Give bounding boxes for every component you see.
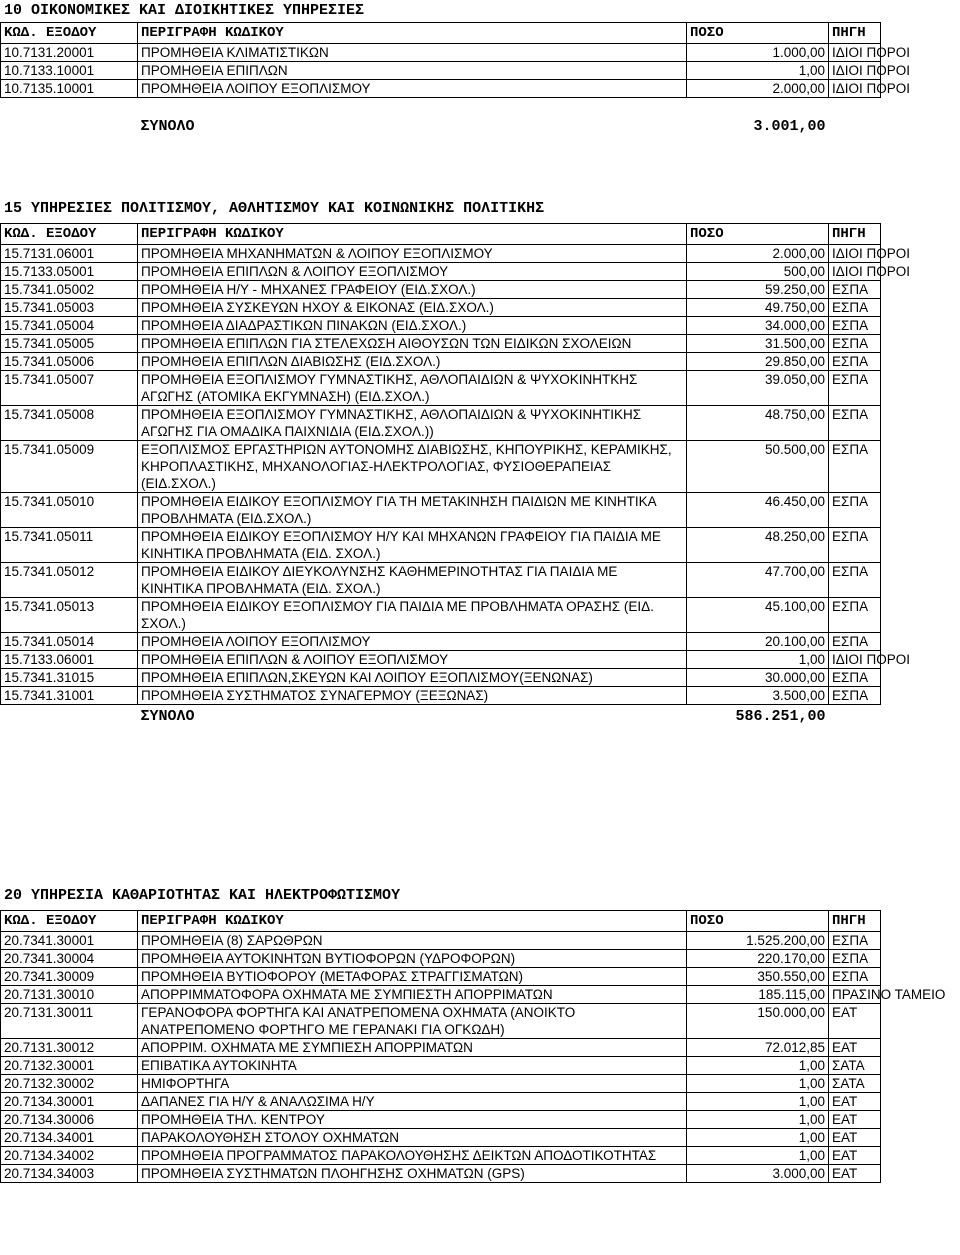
- section-title: 10 ΟΙΚΟΝΟΜΙΚΕΣ ΚΑΙ ΔΙΟΙΚΗΤΙΚΕΣ ΥΠΗΡΕΣΙΕΣ: [4, 2, 365, 19]
- header-description: ΠΕΡΙΓΡΑΦΗ ΚΩΔΙΚΟΥ: [138, 224, 687, 245]
- table-header-row: [1, 224, 881, 245]
- cell-source: ΕΑΤ: [829, 1147, 881, 1165]
- cell-code: 20.7341.30001: [1, 932, 138, 950]
- cell-amount: 1,00: [687, 1057, 829, 1075]
- cell-source: ΕΣΠΑ: [829, 353, 881, 371]
- cell-code: 20.7134.34002: [1, 1147, 138, 1165]
- table-row: [1, 1111, 881, 1129]
- cell-description: ΠΡΟΜΗΘΕΙΑ ΑΥΤΟΚΙΝΗΤΩΝ ΒΥΤΙΟΦΟΡΩΝ (ΥΔΡΟΦΟΡΩΝ): [138, 950, 687, 968]
- cell-amount: 59.250,00: [687, 281, 829, 299]
- cell-description: ΓΕΡΑΝΟΦΟΡΑ ΦΟΡΤΗΓΑ ΚΑΙ ΑΝΑΤΡΕΠΟΜΕΝΑ ΟΧΗΜΑΤΑ (ΑΝΟΙΚΤΟ ΑΝΑΤΡΕΠΟΜΕΝΟ ΦΟΡΤΗΓΟ ΜΕ ΓΕΡΑΝΑΚΙ ΓΙΑ ΟΓΚΩΔΗ): [138, 1004, 687, 1039]
- cell-amount: 2.000,00: [687, 245, 829, 263]
- cell-description: ΠΡΟΜΗΘΕΙΑ ΕΠΙΠΛΩΝ & ΛΟΙΠΟΥ ΕΞΟΠΛΙΣΜΟΥ: [138, 651, 687, 669]
- cell-description: ΠΡΟΜΗΘΕΙΑ ΣΥΣΚΕΥΩΝ ΗΧΟΥ & ΕΙΚΟΝΑΣ (ΕΙΔ.ΣΧΟΛ.): [138, 299, 687, 317]
- cell-source: ΙΔΙΟΙ ΠΟΡΟΙ: [829, 651, 881, 669]
- cell-description: ΠΡΟΜΗΘΕΙΑ ΛΟΙΠΟΥ ΕΞΟΠΛΙΣΜΟΥ: [138, 633, 687, 651]
- cell-amount: 1,00: [687, 1111, 829, 1129]
- cell-code: 20.7132.30002: [1, 1075, 138, 1093]
- cell-code: 10.7133.10001: [1, 62, 138, 80]
- header-code: ΚΩΔ. ΕΞΟΔΟΥ: [1, 23, 138, 44]
- table-row: [1, 528, 881, 563]
- cell-source: ΙΔΙΟΙ ΠΟΡΟΙ: [829, 245, 881, 263]
- cell-source: ΕΑΤ: [829, 1129, 881, 1147]
- cell-source: ΕΣΠΑ: [829, 950, 881, 968]
- header-code: ΚΩΔ. ΕΞΟΔΟΥ: [1, 911, 138, 932]
- cell-amount: 48.750,00: [687, 406, 829, 441]
- cell-amount: 2.000,00: [687, 80, 829, 98]
- cell-description: ΠΡΟΜΗΘΕΙΑ ΕΠΙΠΛΩΝ ΓΙΑ ΣΤΕΛΕΧΩΣΗ ΑΙΘΟΥΣΩΝ ΤΩΝ ΕΙΔΙΚΩΝ ΣΧΟΛΕΙΩΝ: [138, 335, 687, 353]
- table-row: [1, 245, 881, 263]
- header-source: ΠΗΓΗ: [829, 23, 881, 44]
- expense-table: [0, 22, 911, 139]
- cell-amount: 1.525.200,00: [687, 932, 829, 950]
- cell-description: ΠΡΟΜΗΘΕΙΑ ΕΞΟΠΛΙΣΜΟΥ ΓΥΜΝΑΣΤΙΚΗΣ, ΑΘΛΟΠΑΙΔΙΩΝ & ΨΥΧΟΚΙΝΗΤΚΗΣ ΑΓΩΓΗΣ (ΑΤΟΜΙΚΑ ΕΚΓΥΜΝΑΣΗ) (ΕΙΔ.ΣΧΟΛ.): [138, 371, 687, 406]
- cell-source: ΕΑΤ: [829, 1039, 881, 1057]
- cell-amount: 50.500,00: [687, 441, 829, 493]
- cell-description: ΠΡΟΜΗΘΕΙΑ ΚΛΙΜΑΤΙΣΤΙΚΩΝ: [138, 44, 687, 62]
- table-row: [1, 950, 881, 968]
- cell-code: 15.7341.05003: [1, 299, 138, 317]
- cell-code: 15.7341.05014: [1, 633, 138, 651]
- header-source: ΠΗΓΗ: [829, 224, 881, 245]
- cell-source: ΙΔΙΟΙ ΠΟΡΟΙ: [829, 80, 881, 98]
- cell-code: 20.7134.34001: [1, 1129, 138, 1147]
- cell-source: ΕΣΠΑ: [829, 687, 881, 705]
- cell-description: ΠΡΟΜΗΘΕΙΑ ΕΠΙΠΛΩΝ: [138, 62, 687, 80]
- cell-amount: 29.850,00: [687, 353, 829, 371]
- cell-source: ΠΡΑΣΙΝΟ ΤΑΜΕΙΟ: [829, 986, 881, 1004]
- cell-source: ΙΔΙΟΙ ΠΟΡΟΙ: [829, 263, 881, 281]
- header-amount: ΠΟΣΟ: [687, 911, 829, 932]
- cell-description: ΠΡΟΜΗΘΕΙΑ ΕΙΔΙΚΟΥ ΕΞΟΠΛΙΣΜΟΥ ΓΙΑ ΠΑΙΔΙΑ ΜΕ ΠΡΟΒΛΗΜΑΤΑ ΟΡΑΣΗΣ (ΕΙΔ. ΣΧΟΛ.): [138, 598, 687, 633]
- cell-code: 15.7131.06001: [1, 245, 138, 263]
- cell-code: 15.7341.05006: [1, 353, 138, 371]
- cell-source: ΕΣΠΑ: [829, 317, 881, 335]
- table-row: [1, 263, 881, 281]
- cell-description: ΠΡΟΜΗΘΕΙΑ ΕΙΔΙΚΟΥ ΕΞΟΠΛΙΣΜΟΥ Η/Υ ΚΑΙ ΜΗΧΑΝΩΝ ΓΡΑΦΕΙΟΥ ΓΙΑ ΠΑΙΔΙΑ ΜΕ ΚΙΝΗΤΙΚΑ ΠΡΟΒΛΗΜΑΤΑ (ΕΙΔ. ΣΧΟΛ.): [138, 528, 687, 563]
- table-row: [1, 335, 881, 353]
- cell-amount: 46.450,00: [687, 493, 829, 528]
- cell-source: ΕΑΤ: [829, 1111, 881, 1129]
- cell-amount: 34.000,00: [687, 317, 829, 335]
- cell-code: 15.7133.06001: [1, 651, 138, 669]
- cell-description: ΠΡΟΜΗΘΕΙΑ ΒΥΤΙΟΦΟΡΟΥ (ΜΕΤΑΦΟΡΑΣ ΣΤΡΑΓΓΙΣΜΑΤΩΝ): [138, 968, 687, 986]
- cell-code: 15.7341.05010: [1, 493, 138, 528]
- cell-description: ΠΑΡΑΚΟΛΟΥΘΗΣΗ ΣΤΟΛΟΥ ΟΧΗΜΑΤΩΝ: [138, 1129, 687, 1147]
- cell-amount: 48.250,00: [687, 528, 829, 563]
- cell-amount: 31.500,00: [687, 335, 829, 353]
- cell-source: ΕΣΠΑ: [829, 968, 881, 986]
- cell-description: ΠΡΟΜΗΘΕΙΑ ΛΟΙΠΟΥ ΕΞΟΠΛΙΣΜΟΥ: [138, 80, 687, 98]
- cell-code: 15.7341.31001: [1, 687, 138, 705]
- header-source: ΠΗΓΗ: [829, 911, 881, 932]
- cell-amount: 49.750,00: [687, 299, 829, 317]
- total-value: 3.001,00: [753, 118, 826, 135]
- cell-amount: 350.550,00: [687, 968, 829, 986]
- cell-amount: 3.500,00: [687, 687, 829, 705]
- cell-description: ΠΡΟΜΗΘΕΙΑ ΠΡΟΓΡΑΜΜΑΤΟΣ ΠΑΡΑΚΟΛΟΥΘΗΣΗΣ ΔΕΙΚΤΩΝ ΑΠΟΔΟΤΙΚΟΤΗΤΑΣ: [138, 1147, 687, 1165]
- cell-amount: 39.050,00: [687, 371, 829, 406]
- table-row: [1, 406, 881, 441]
- header-code: ΚΩΔ. ΕΞΟΔΟΥ: [1, 224, 138, 245]
- cell-description: ΠΡΟΜΗΘΕΙΑ ΕΠΙΠΛΩΝ ΔΙΑΒΙΩΣΗΣ (ΕΙΔ.ΣΧΟΛ.): [138, 353, 687, 371]
- table-row: [1, 633, 881, 651]
- cell-description: ΕΠΙΒΑΤΙΚΑ ΑΥΤΟΚΙΝΗΤΑ: [138, 1057, 687, 1075]
- cell-source: ΕΣΠΑ: [829, 493, 881, 528]
- cell-amount: 47.700,00: [687, 563, 829, 598]
- cell-source: ΕΑΤ: [829, 1165, 881, 1183]
- section-title: 15 ΥΠΗΡΕΣΙΕΣ ΠΟΛΙΤΙΣΜΟΥ, ΑΘΛΗΤΙΣΜΟΥ ΚΑΙ ΚΟΙΝΩΝΙΚΗΣ ΠΟΛΙΤΙΚΗΣ: [4, 200, 545, 217]
- cell-amount: 30.000,00: [687, 669, 829, 687]
- cell-amount: 1.000,00: [687, 44, 829, 62]
- cell-amount: 20.100,00: [687, 633, 829, 651]
- cell-description: ΗΜΙΦΟΡΤΗΓΑ: [138, 1075, 687, 1093]
- cell-source: ΕΣΠΑ: [829, 281, 881, 299]
- cell-amount: 1,00: [687, 1129, 829, 1147]
- cell-description: ΠΡΟΜΗΘΕΙΑ ΕΞΟΠΛΙΣΜΟΥ ΓΥΜΝΑΣΤΙΚΗΣ, ΑΘΛΟΠΑΙΔΙΩΝ & ΨΥΧΟΚΙΝΗΤΙΚΗΣ ΑΓΩΓΗΣ ΓΙΑ ΟΜΑΔΙΚΑ ΠΑΙΧΝΙΔΙΑ (ΕΙΔ.ΣΧΟΛ.)): [138, 406, 687, 441]
- cell-description: ΠΡΟΜΗΘΕΙΑ ΔΙΑΔΡΑΣΤΙΚΩΝ ΠΙΝΑΚΩΝ (ΕΙΔ.ΣΧΟΛ.): [138, 317, 687, 335]
- table-row: [1, 299, 881, 317]
- cell-source: ΕΑΤ: [829, 1004, 881, 1039]
- cell-source: ΕΣΠΑ: [829, 299, 881, 317]
- cell-description: ΠΡΟΜΗΘΕΙΑ ΤΗΛ. ΚΕΝΤΡΟΥ: [138, 1111, 687, 1129]
- cell-amount: 500,00: [687, 263, 829, 281]
- table-row: [1, 1039, 881, 1057]
- cell-code: 15.7341.05009: [1, 441, 138, 493]
- cell-source: ΣΑΤΑ: [829, 1057, 881, 1075]
- table-row: [1, 44, 881, 62]
- cell-description: ΠΡΟΜΗΘΕΙΑ ΣΥΣΤΗΜΑΤΩΝ ΠΛΟΗΓΗΣΗΣ ΟΧΗΜΑΤΩΝ (GPS): [138, 1165, 687, 1183]
- cell-source: ΕΣΠΑ: [829, 932, 881, 950]
- header-amount: ΠΟΣΟ: [687, 224, 829, 245]
- cell-description: ΠΡΟΜΗΘΕΙΑ ΕΠΙΠΛΩΝ,ΣΚΕΥΩΝ ΚΑΙ ΛΟΙΠΟΥ ΕΞΟΠΛΙΣΜΟΥ(ΞΕΝΩΝΑΣ): [138, 669, 687, 687]
- cell-description: ΠΡΟΜΗΘΕΙΑ ΕΠΙΠΛΩΝ & ΛΟΙΠΟΥ ΕΞΟΠΛΙΣΜΟΥ: [138, 263, 687, 281]
- table-row: [1, 669, 881, 687]
- cell-code: 15.7341.05002: [1, 281, 138, 299]
- cell-description: ΠΡΟΜΗΘΕΙΑ (8) ΣΑΡΩΘΡΩΝ: [138, 932, 687, 950]
- table-row: [1, 1165, 881, 1183]
- table-row: [1, 353, 881, 371]
- cell-code: 20.7341.30004: [1, 950, 138, 968]
- expense-table: [0, 223, 911, 729]
- table-row: [1, 62, 881, 80]
- cell-code: 15.7341.05004: [1, 317, 138, 335]
- cell-code: 15.7341.05011: [1, 528, 138, 563]
- table-row: [1, 563, 881, 598]
- table-row: [1, 441, 881, 493]
- cell-amount: 185.115,00: [687, 986, 829, 1004]
- cell-description: ΠΡΟΜΗΘΕΙΑ ΣΥΣΤΗΜΑΤΟΣ ΣΥΝΑΓΕΡΜΟΥ (ΞΕΞΩΝΑΣ): [138, 687, 687, 705]
- cell-description: ΠΡΟΜΗΘΕΙΑ ΕΙΔΙΚΟΥ ΕΞΟΠΛΙΣΜΟΥ ΓΙΑ ΤΗ ΜΕΤΑΚΙΝΗΣΗ ΠΑΙΔΙΩΝ ΜΕ ΚΙΝΗΤΙΚΑ ΠΡΟΒΛΗΜΑΤΑ (ΕΙΔ.ΣΧΟΛ.): [138, 493, 687, 528]
- cell-amount: 1,00: [687, 62, 829, 80]
- cell-amount: 1,00: [687, 1075, 829, 1093]
- cell-source: ΕΣΠΑ: [829, 528, 881, 563]
- table-row: [1, 1004, 881, 1039]
- table-row: [1, 371, 881, 406]
- cell-description: ΕΞΟΠΛΙΣΜΟΣ ΕΡΓΑΣΤΗΡΙΩΝ ΑΥΤΟΝΟΜΗΣ ΔΙΑΒΙΩΣΗΣ, ΚΗΠΟΥΡΙΚΗΣ, ΚΕΡΑΜΙΚΗΣ, ΚΗΡΟΠΛΑΣΤΙΚΗΣ, ΜΗΧΑΝΟΛΟΓΙΑΣ-ΗΛΕΚΤΡΟΛΟΓΙΑΣ, ΦΥΣΙΟΘΕΡΑΠΕΙΑΣ (ΕΙΔ.ΣΧΟΛ.): [138, 441, 687, 493]
- cell-source: ΕΣΠΑ: [829, 669, 881, 687]
- cell-description: ΔΑΠΑΝΕΣ ΓΙΑ Η/Υ & ΑΝΑΛΩΣΙΜΑ Η/Υ: [138, 1093, 687, 1111]
- cell-amount: 150.000,00: [687, 1004, 829, 1039]
- total-row: [1, 115, 881, 139]
- cell-amount: 220.170,00: [687, 950, 829, 968]
- table-row: [1, 687, 881, 705]
- cell-code: 15.7341.31015: [1, 669, 138, 687]
- total-row: [1, 705, 881, 730]
- cell-amount: 3.000,00: [687, 1165, 829, 1183]
- cell-code: 10.7131.20001: [1, 44, 138, 62]
- cell-code: 20.7131.30011: [1, 1004, 138, 1039]
- table-row: [1, 1075, 881, 1093]
- cell-amount: 1,00: [687, 1093, 829, 1111]
- cell-amount: 72.012,85: [687, 1039, 829, 1057]
- table-row: [1, 80, 881, 98]
- table-row: [1, 968, 881, 986]
- cell-code: 20.7134.34003: [1, 1165, 138, 1183]
- table-row: [1, 317, 881, 335]
- table-row: [1, 493, 881, 528]
- table-header-row: [1, 911, 881, 932]
- cell-code: 15.7341.05012: [1, 563, 138, 598]
- cell-code: 20.7132.30001: [1, 1057, 138, 1075]
- cell-source: ΕΣΠΑ: [829, 335, 881, 353]
- cell-code: 15.7133.05001: [1, 263, 138, 281]
- cell-amount: 1,00: [687, 651, 829, 669]
- expense-table: [0, 910, 946, 1183]
- table-header-row: [1, 23, 881, 44]
- table-row: [1, 1129, 881, 1147]
- cell-code: 20.7134.30001: [1, 1093, 138, 1111]
- cell-code: 20.7131.30010: [1, 986, 138, 1004]
- table-row: [1, 1147, 881, 1165]
- cell-source: ΙΔΙΟΙ ΠΟΡΟΙ: [829, 44, 881, 62]
- total-value: 586.251,00: [735, 708, 826, 725]
- cell-description: ΠΡΟΜΗΘΕΙΑ ΜΗΧΑΝΗΜΑΤΩΝ & ΛΟΙΠΟΥ ΕΞΟΠΛΙΣΜΟΥ: [138, 245, 687, 263]
- cell-description: ΑΠΟΡΡΙΜ. ΟΧΗΜΑΤΑ ΜΕ ΣΥΜΠΙΕΣΗ ΑΠΟΡΡΙΜΑΤΩΝ: [138, 1039, 687, 1057]
- cell-code: 20.7134.30006: [1, 1111, 138, 1129]
- header-amount: ΠΟΣΟ: [687, 23, 829, 44]
- cell-description: ΑΠΟΡΡΙΜΜΑΤΟΦΟΡΑ ΟΧΗΜΑΤΑ ΜΕ ΣΥΜΠΙΕΣΤΗ ΑΠΟΡΡΙΜΑΤΩΝ: [138, 986, 687, 1004]
- header-description: ΠΕΡΙΓΡΑΦΗ ΚΩΔΙΚΟΥ: [138, 23, 687, 44]
- table-row: [1, 932, 881, 950]
- cell-source: ΣΑΤΑ: [829, 1075, 881, 1093]
- table-row: [1, 1093, 881, 1111]
- cell-code: 20.7341.30009: [1, 968, 138, 986]
- table-row: [1, 1057, 881, 1075]
- total-label: ΣΥΝΟΛΟ: [140, 708, 195, 725]
- header-description: ΠΕΡΙΓΡΑΦΗ ΚΩΔΙΚΟΥ: [138, 911, 687, 932]
- table-row: [1, 598, 881, 633]
- cell-source: ΕΣΠΑ: [829, 598, 881, 633]
- cell-source: ΕΣΠΑ: [829, 563, 881, 598]
- total-label: ΣΥΝΟΛΟ: [140, 118, 195, 135]
- table-row: [1, 651, 881, 669]
- cell-source: ΕΣΠΑ: [829, 633, 881, 651]
- table-row: [1, 986, 881, 1004]
- cell-description: ΠΡΟΜΗΘΕΙΑ ΕΙΔΙΚΟΥ ΔΙΕΥΚΟΛΥΝΣΗΣ ΚΑΘΗΜΕΡΙΝΟΤΗΤΑΣ ΓΙΑ ΠΑΙΔΙΑ ΜΕ ΚΙΝΗΤΙΚΑ ΠΡΟΒΛΗΜΑΤΑ (ΕΙΔ. ΣΧΟΛ.): [138, 563, 687, 598]
- cell-code: 10.7135.10001: [1, 80, 138, 98]
- cell-code: 15.7341.05013: [1, 598, 138, 633]
- cell-source: ΕΣΠΑ: [829, 406, 881, 441]
- section-title: 20 ΥΠΗΡΕΣΙΑ ΚΑΘΑΡΙΟΤΗΤΑΣ ΚΑΙ ΗΛΕΚΤΡΟΦΩΤΙΣΜΟΥ: [4, 887, 401, 904]
- cell-amount: 45.100,00: [687, 598, 829, 633]
- cell-source: ΕΣΠΑ: [829, 371, 881, 406]
- table-row: [1, 281, 881, 299]
- cell-source: ΙΔΙΟΙ ΠΟΡΟΙ: [829, 62, 881, 80]
- cell-code: 20.7131.30012: [1, 1039, 138, 1057]
- cell-amount: 1,00: [687, 1147, 829, 1165]
- cell-source: ΕΑΤ: [829, 1093, 881, 1111]
- cell-code: 15.7341.05008: [1, 406, 138, 441]
- cell-source: ΕΣΠΑ: [829, 441, 881, 493]
- cell-code: 15.7341.05005: [1, 335, 138, 353]
- cell-code: 15.7341.05007: [1, 371, 138, 406]
- cell-description: ΠΡΟΜΗΘΕΙΑ Η/Υ - ΜΗΧΑΝΕΣ ΓΡΑΦΕΙΟΥ (ΕΙΔ.ΣΧΟΛ.): [138, 281, 687, 299]
